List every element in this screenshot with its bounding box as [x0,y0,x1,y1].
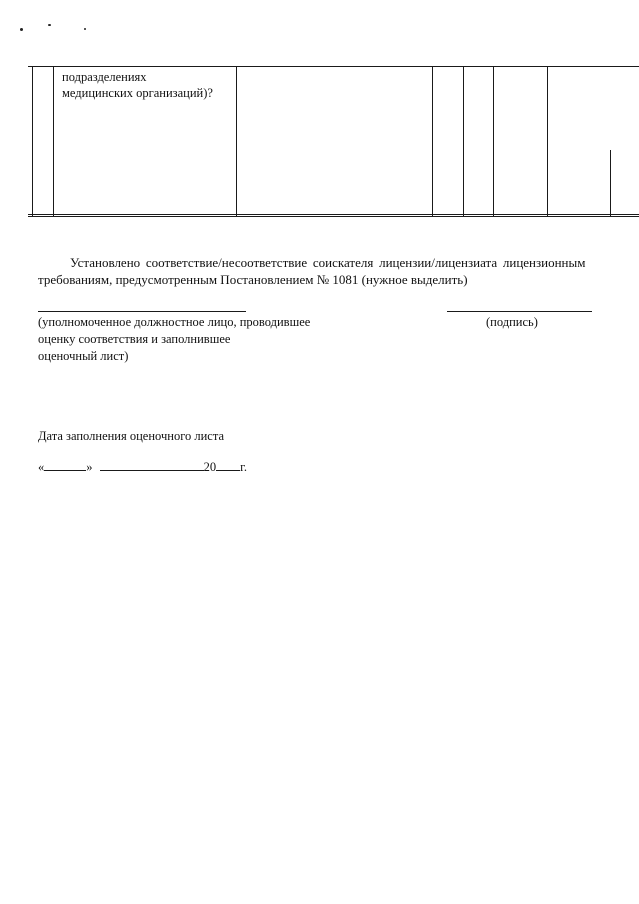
signature-blank [447,311,592,312]
year-prefix: 20 [203,460,217,474]
date-label: Дата заполнения оценочного листа [38,429,225,443]
scan-speck [20,28,23,31]
day-blank [44,458,86,471]
table-column-divider [493,66,494,217]
table-column-divider [610,150,611,217]
scan-speck [48,24,51,26]
conclusion-paragraph [38,254,639,288]
official-name-blank [38,311,246,312]
table-column-divider [432,66,433,217]
table-column-divider [463,66,464,217]
year-blank [216,458,240,471]
date-fill-row [38,458,247,476]
scan-speck [84,28,86,30]
table-column-divider [32,66,33,217]
table-column-divider [547,66,548,217]
date-close-quote: » [86,460,93,474]
signature-caption: (подпись) [486,315,538,329]
table-cell-question: подразделениях медицинских организаций)? [62,70,213,100]
table-column-divider [236,66,237,217]
conclusion-line-1: Установлено соответствие/несоответствие соискателя лицензии/лицензиата лицензионным [70,255,586,270]
table-column-divider [53,66,54,217]
conclusion-line-2: требованиям, предусмотренным Постановлением № 1081 (нужное выделить) [38,272,468,287]
month-blank [100,458,204,471]
year-suffix: г. [240,460,247,474]
date-open-quote: « [38,460,45,474]
official-caption: (уполномоченное должностное лицо, проводившее оценку соответствия и заполнившее оценочный лист) [38,315,311,363]
